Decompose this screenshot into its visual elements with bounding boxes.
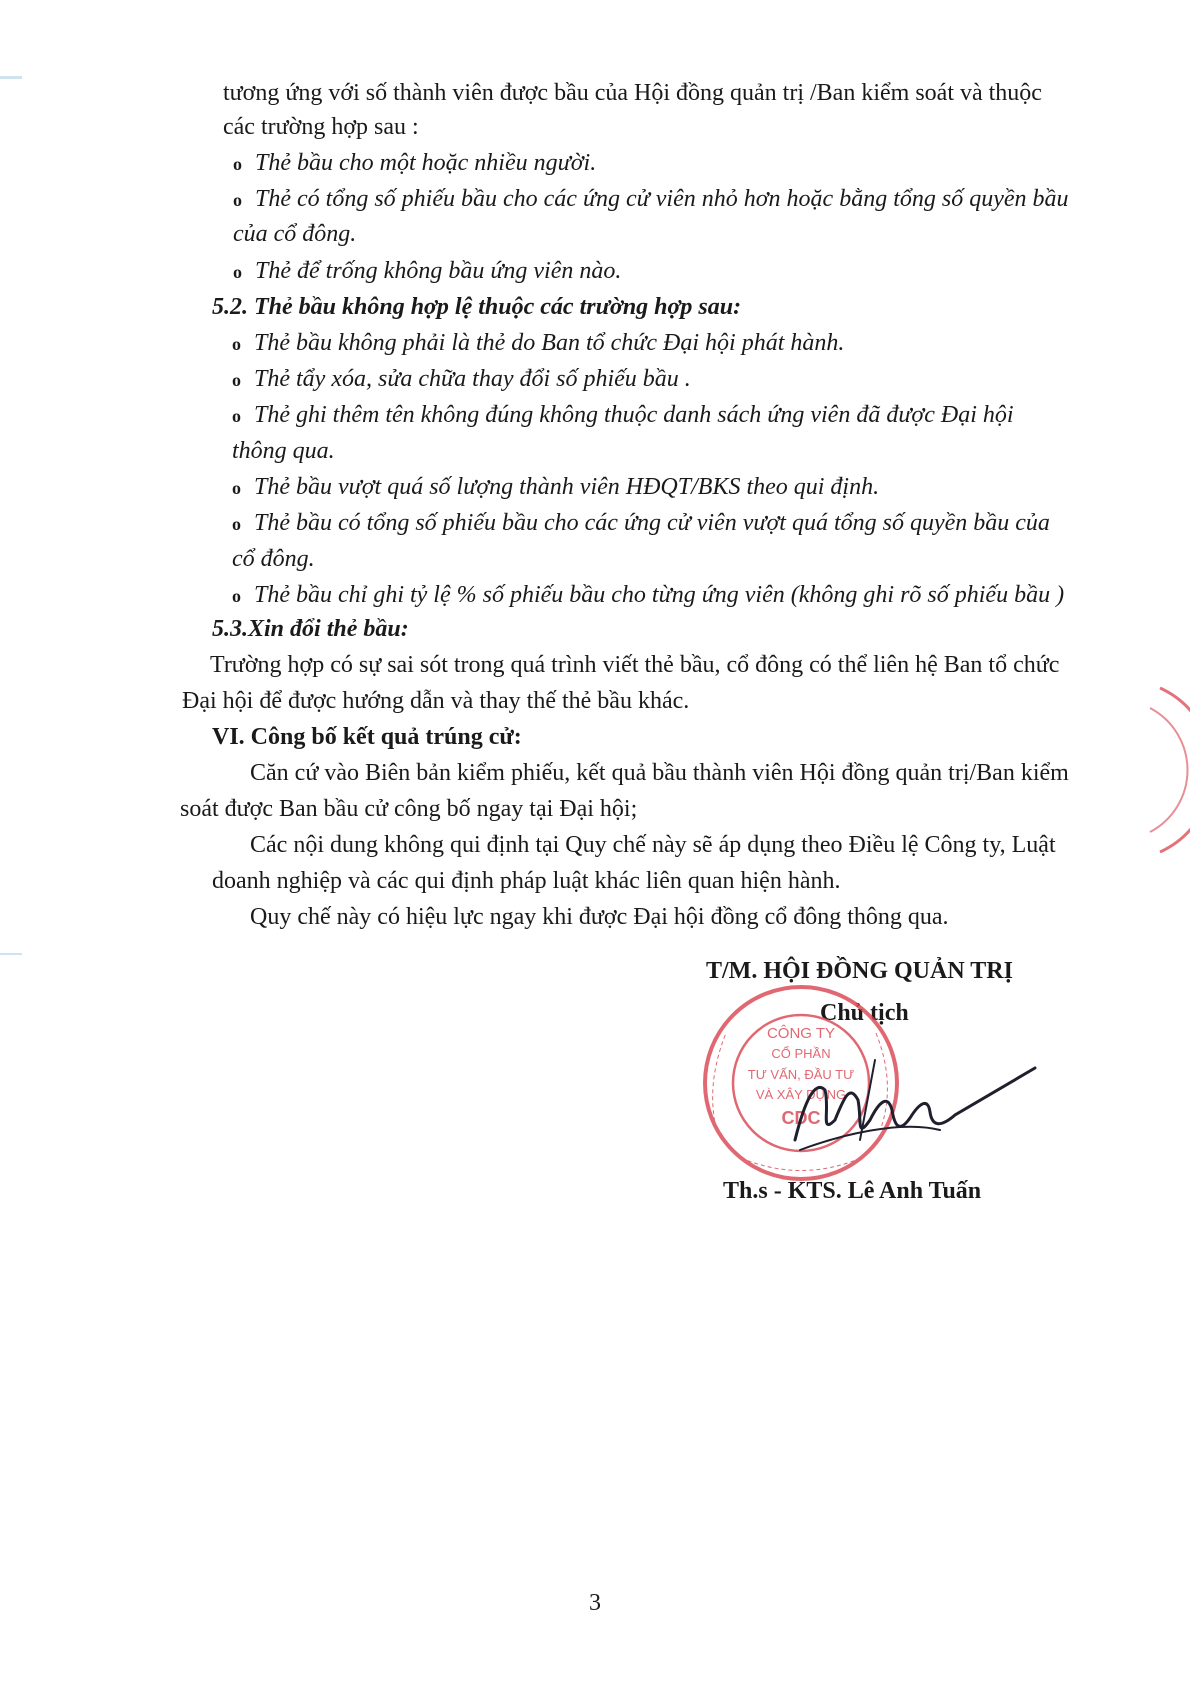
bullet-circle-icon: o: [232, 478, 241, 498]
stamp-line: VÀ XÂY DỰNG: [755, 1087, 847, 1102]
bullet-circle-icon: o: [232, 334, 241, 354]
body-line: Đại hội để được hướng dẫn và thay thế thẻ bầu khác.: [182, 688, 690, 714]
bullet-circle-icon: o: [233, 190, 242, 210]
scan-edge-mark: [0, 953, 22, 955]
stamp-line: CDC: [781, 1108, 821, 1128]
scan-edge-mark: [0, 76, 22, 79]
body-line: các trường hợp sau :: [223, 114, 419, 140]
list-item: o Thẻ để trống không bầu ứng viên nào.: [233, 256, 621, 287]
body-line: Trường hợp có sự sai sót trong quá trình viết thẻ bầu, cổ đông có thể liên hệ Ban tổ chức: [210, 652, 1060, 678]
handwritten-signature: [780, 1040, 1040, 1160]
body-line: tương ứng với số thành viên được bầu của Hội đồng quản trị /Ban kiểm soát và thuộc: [223, 80, 1042, 106]
signatory-name: Th.s - KTS. Lê Anh Tuấn: [723, 1178, 982, 1204]
list-item: o Thẻ ghi thêm tên không đúng không thuộc danh sách ứng viên đã được Đại hội: [232, 400, 1014, 431]
body-line: Quy chế này có hiệu lực ngay khi được Đại hội đồng cổ đông thông qua.: [250, 904, 949, 930]
section-heading: 5.3.Xin đổi thẻ bầu:: [212, 616, 409, 642]
list-item-continuation: cổ đông.: [232, 546, 315, 572]
body-line: Các nội dung không qui định tại Quy chế này sẽ áp dụng theo Điều lệ Công ty, Luật: [250, 832, 1056, 858]
section-heading: 5.2. Thẻ bầu không hợp lệ thuộc các trường hợp sau:: [212, 294, 742, 320]
section-heading: VI. Công bố kết quả trúng cử:: [212, 724, 522, 750]
signature-title: Chủ tịch: [820, 1000, 909, 1026]
list-item: o Thẻ bầu vượt quá số lượng thành viên HĐQT/BKS theo qui định.: [232, 472, 879, 503]
bullet-circle-icon: o: [233, 262, 242, 282]
list-item: o Thẻ bầu không phải là thẻ do Ban tổ chức Đại hội phát hành.: [232, 328, 844, 359]
bullet-circle-icon: o: [233, 154, 242, 174]
page-number: 3: [589, 1590, 601, 1616]
stamp-line: CÔNG TY: [766, 1025, 836, 1042]
bullet-circle-icon: o: [232, 586, 241, 606]
list-item-continuation: của cổ đông.: [233, 221, 357, 247]
bullet-circle-icon: o: [232, 370, 241, 390]
body-line: soát được Ban bầu cử công bố ngay tại Đại hội;: [180, 796, 638, 822]
partial-stamp-edge: [1120, 680, 1190, 860]
bullet-circle-icon: o: [232, 514, 241, 534]
list-item: o Thẻ bầu cho một hoặc nhiều người.: [233, 148, 596, 179]
stamp-line: CỔ PHẦN: [771, 1046, 831, 1061]
body-line: Căn cứ vào Biên bản kiểm phiếu, kết quả bầu thành viên Hội đồng quản trị/Ban kiểm: [250, 760, 1069, 786]
bullet-circle-icon: o: [232, 406, 241, 426]
stamp-line: TƯ VẤN, ĐẦU TƯ: [747, 1067, 855, 1082]
list-item: o Thẻ bầu chỉ ghi tỷ lệ % số phiếu bầu cho từng ứng viên (không ghi rõ số phiếu bầu ): [232, 580, 1064, 611]
signature-org: T/M. HỘI ĐỒNG QUẢN TRỊ: [706, 958, 1013, 984]
list-item-continuation: thông qua.: [232, 438, 335, 464]
list-item: o Thẻ bầu có tổng số phiếu bầu cho các ứng cử viên vượt quá tổng số quyền bầu của: [232, 508, 1050, 539]
list-item: o Thẻ có tổng số phiếu bầu cho các ứng cử viên nhỏ hơn hoặc bằng tổng số quyền bầu: [233, 184, 1069, 215]
list-item: o Thẻ tẩy xóa, sửa chữa thay đổi số phiếu bầu .: [232, 364, 691, 395]
body-line: doanh nghiệp và các qui định pháp luật khác liên quan hiện hành.: [212, 868, 841, 894]
